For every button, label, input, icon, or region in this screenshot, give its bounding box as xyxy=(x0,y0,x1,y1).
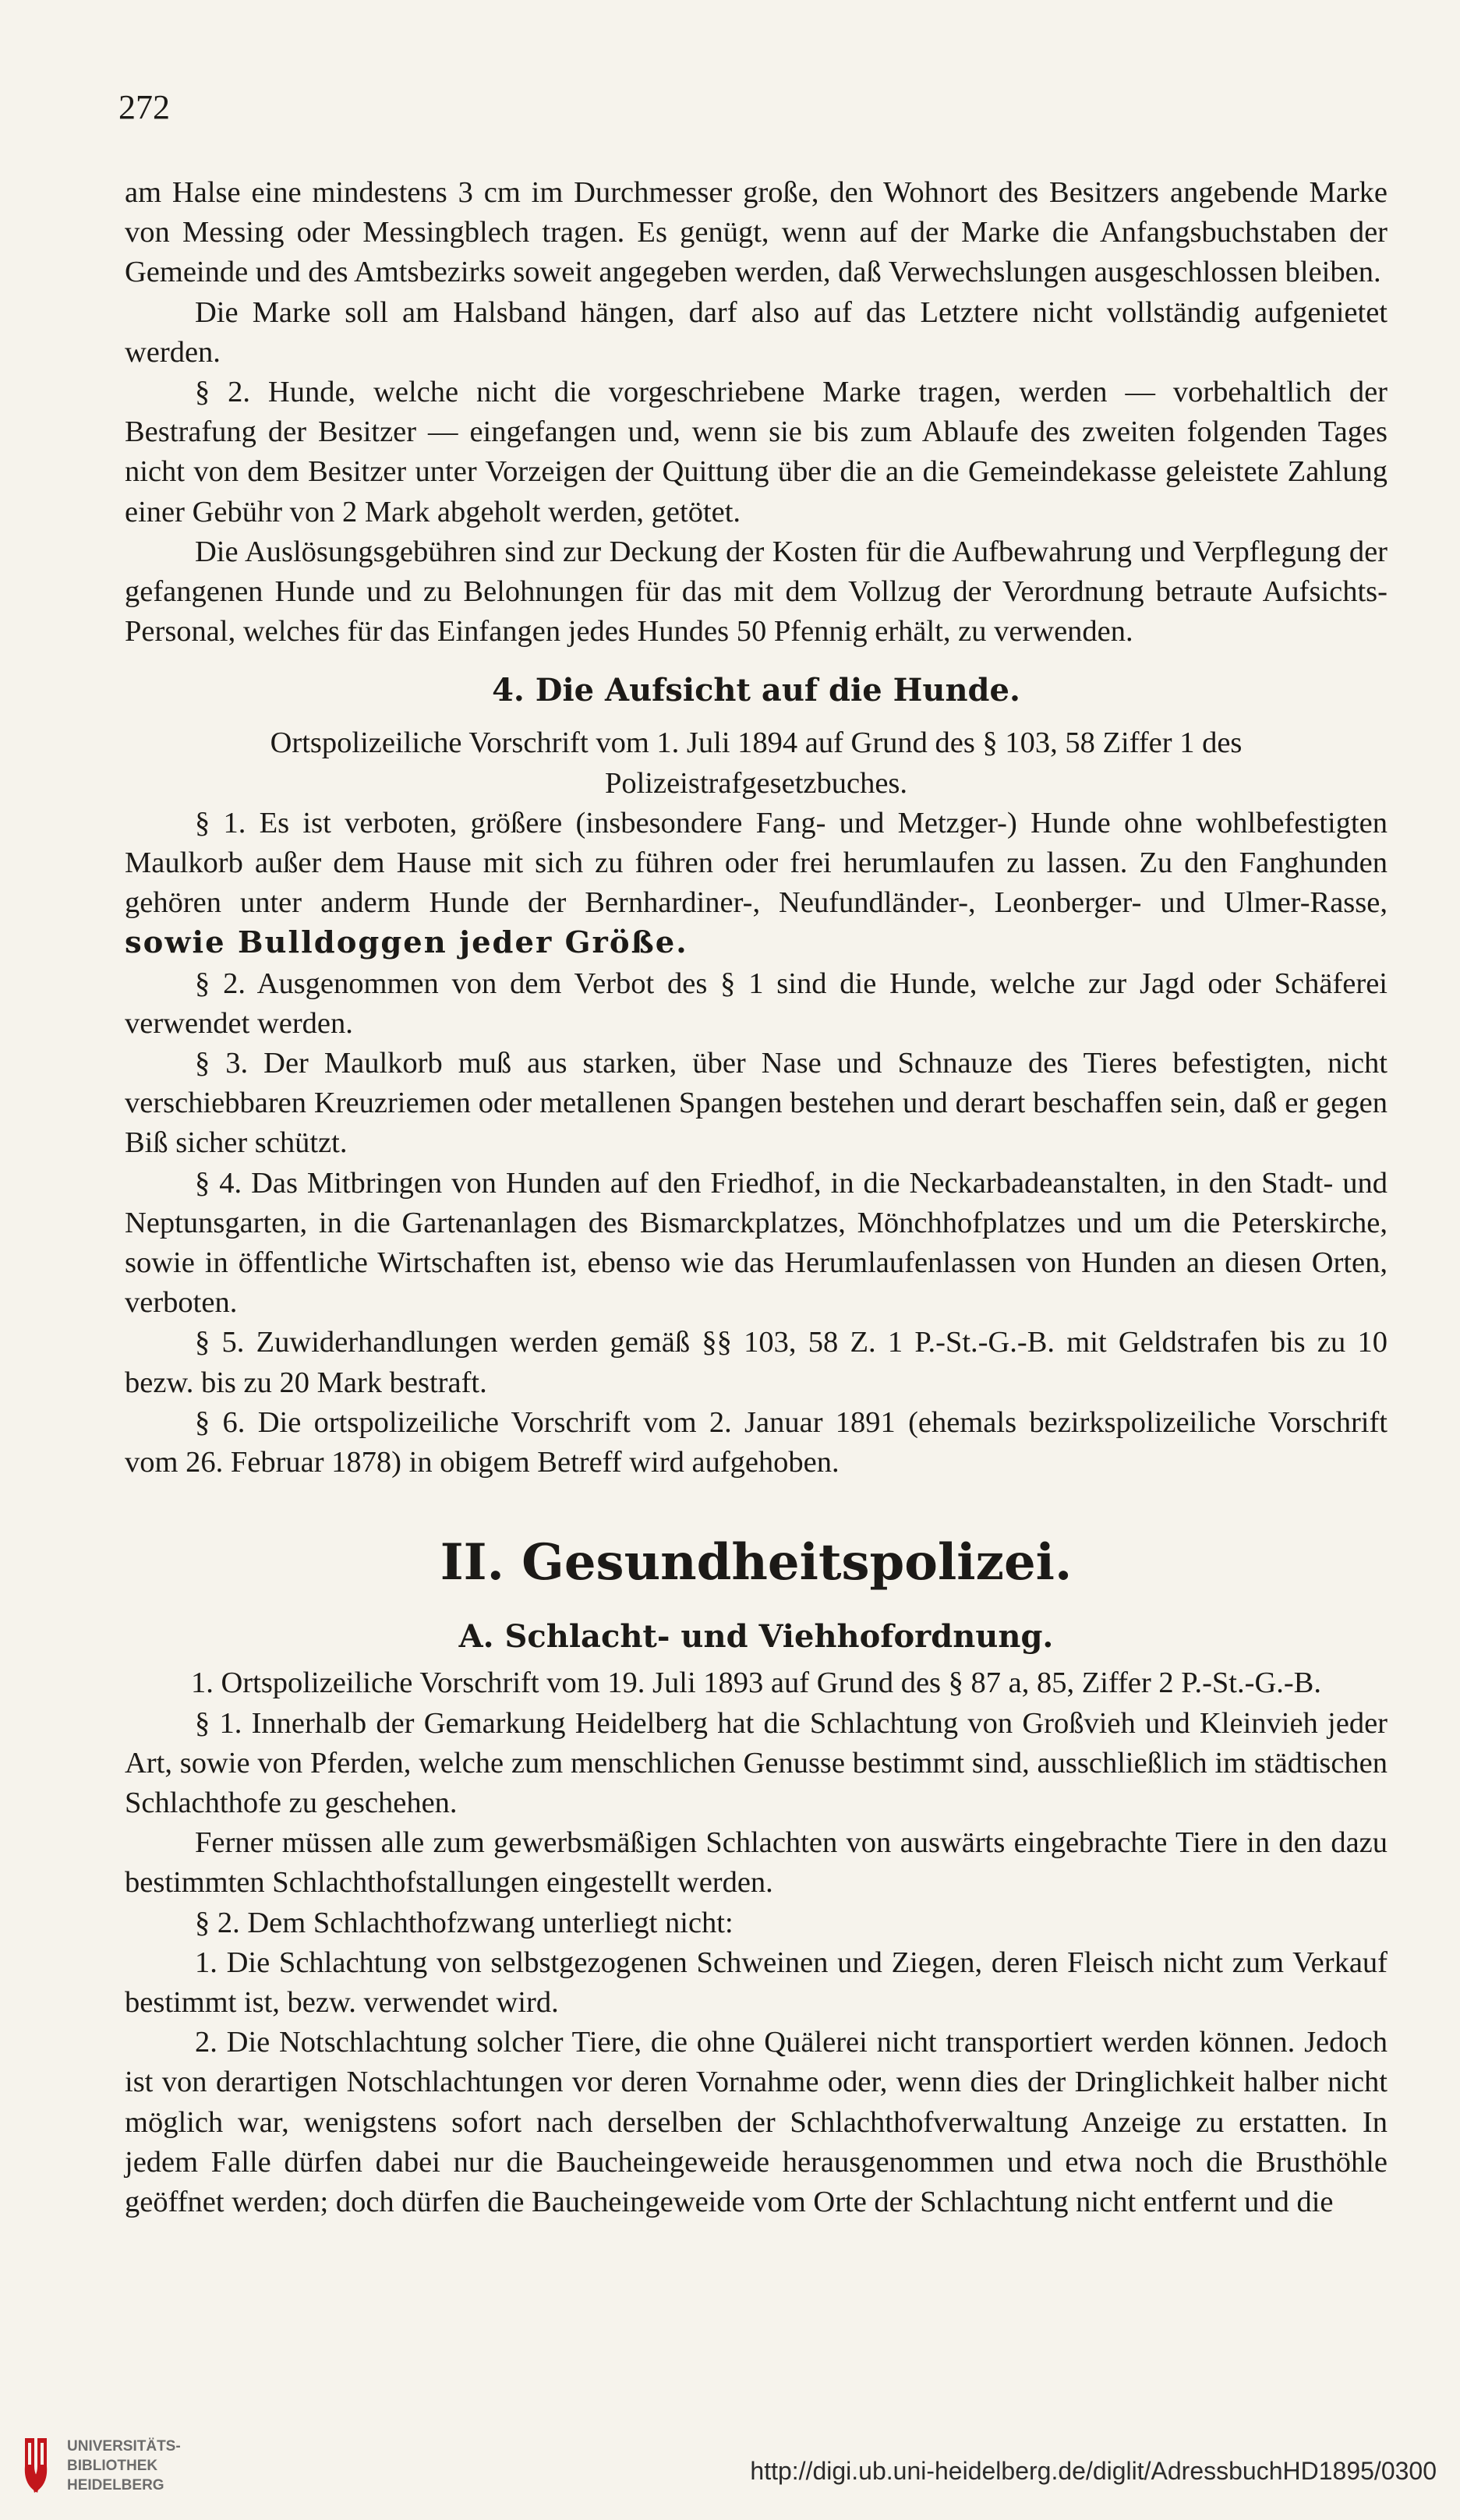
paragraph-text: § 1. Es ist verboten, größere (insbesondere Fang- und Metzger-) Hunde ohne wohlbefestigten Maulkorb außer dem Hause mit sich zu führen oder frei herumlaufen zu lassen. Zu den Fanghunden gehören unter anderm Hunde der Bernhardiner-, Neufundländer-, Leonberger- und Ulmer-Rasse, xyxy=(125,806,1388,920)
source-url-link[interactable]: http://digi.ub.uni-heidelberg.de/diglit/AdressbuchHD1895/0300 xyxy=(750,2457,1437,2485)
footer-bar xyxy=(0,2416,1460,2520)
subsection-heading: A. Schlacht- und Viehhofordnung. xyxy=(458,1618,1054,1656)
page-number: 272 xyxy=(118,88,170,126)
paragraph: § 6. Die ortspolizeiliche Vorschrift vom 2. Januar 1891 (ehemals bezirkspolizeiliche Vorschrift vom 26. Februar 1878) in obigem Betreff wird aufgehoben. xyxy=(125,1405,1388,1479)
section-subtitle: Ortspolizeiliche Vorschrift vom 1. Juli 1894 auf Grund des § 103, 58 Ziffer 1 des Polizeistrafgesetzbuches. xyxy=(270,726,1243,800)
chapter-heading: II. Gesundheitspolizei. xyxy=(440,1533,1073,1592)
library-name-line: HEIDELBERG xyxy=(67,2477,164,2493)
paragraph: § 2. Ausgenommen von dem Verbot des § 1 sind die Hunde, welche zur Jagd oder Schäferei verwendet werden. xyxy=(125,967,1388,1040)
paragraph xyxy=(125,804,1388,964)
page-content xyxy=(125,173,1388,2222)
paragraph: § 2. Dem Schlachthofzwang unterliegt nicht: xyxy=(195,1906,734,1939)
library-name-line: BIBLIOTHEK xyxy=(67,2458,158,2474)
paragraph: § 2. Hunde, welche nicht die vorgeschriebene Marke tragen, werden — vorbehaltlich der Bestrafung der Besitzer — eingefangen und, wenn sie bis zum Ablaufe des zweiten folgenden Tages nicht von dem Besitzer unter Vorzeigen der Quittung über die an die Gemeindekasse geleistete Zahlung einer Gebühr von 2 Mark abgeholt werden, getötet. xyxy=(125,376,1388,528)
paragraph: § 5. Zuwiderhandlungen werden gemäß §§ 103, 58 Z. 1 P.-St.-G.-B. mit Geldstrafen bis zu 10 bezw. bis zu 20 Mark bestraft. xyxy=(125,1326,1388,1399)
paragraph: Ferner müssen alle zum gewerbsmäßigen Schlachten von auswärts eingebrachte Tiere in den dazu bestimmten Schlachthofstallungen eingestellt werden. xyxy=(125,1826,1388,1900)
library-name-line: UNIVERSITÄTS- xyxy=(67,2438,181,2455)
paragraph: am Halse eine mindestens 3 cm im Durchmesser große, den Wohnort des Besitzers angebende Marke von Messing oder Messingblech tragen. Es genügt, wenn auf der Marke die Anfangsbuchstaben der Gemeinde und des Amtsbezirks soweit angegeben werden, daß Verwechslungen ausgeschlossen bleiben. xyxy=(125,176,1388,289)
paragraph: Die Auslösungsgebühren sind zur Deckung der Kosten für die Aufbewahrung und Verpflegung der gefangenen Hunde und zu Belohnungen für das mit dem Vollzug der Verordnung betraute Aufsichts-Personal, welches für das Einfangen jedes Hundes 50 Pfennig erhält, zu verwenden. xyxy=(125,535,1388,649)
section-subtitle: 1. Ortspolizeiliche Vorschrift vom 19. Juli 1893 auf Grund des § 87 a, 85, Ziffer 2 P.-St.-G.-B. xyxy=(191,1666,1321,1700)
paragraph: 1. Die Schlachtung von selbstgezogenen Schweinen und Ziegen, deren Fleisch nicht zum Verkauf bestimmt ist, bezw. verwendet wird. xyxy=(125,1946,1388,2019)
paragraph: Die Marke soll am Halsband hängen, darf also auf das Letztere nicht vollständig aufgenietet werden. xyxy=(125,295,1388,369)
paragraph: § 3. Der Maulkorb muß aus starken, über Nase und Schnauze des Tieres befestigten, nicht verschiebbaren Kreuzriemen oder metallenen Spangen bestehen und derart beschaffen sein, daß er gegen Biß sicher schützt. xyxy=(125,1047,1388,1160)
paragraph: § 4. Das Mitbringen von Hunden auf den Friedhof, in die Neckarbadeanstalten, in den Stadt- und Neptunsgarten, in die Gartenanlagen des Bismarckplatzes, Mönchhofplatzes und um die Peterskirche, sowie in öffentliche Wirtschaften ist, ebenso wie das Herumlaufenlassen von Hunden an diesen Orten, verboten. xyxy=(125,1166,1388,1320)
library-name xyxy=(67,2437,181,2495)
library-logo-icon xyxy=(17,2435,55,2496)
emphasized-text: sowie Bulldoggen jeder Größe. xyxy=(125,925,688,961)
paragraph: 2. Die Notschlachtung solcher Tiere, die ohne Quälerei nicht transportiert werden können. Jedoch ist von derartigen Notschlachtungen vor deren Vornahme oder, wenn dies der Dringlichkeit halber nicht möglich war, wenigstens sofort nach derselben der Schlachthofverwaltung Anzeige zu erstatten. In jedem Falle dürfen dabei nur die Baucheingeweide herausgenommen und etwa noch die Brusthöhle geöffnet werden; doch dürfen die Baucheingeweide vom Orte der Schlachtung nicht entfernt und die xyxy=(125,2026,1388,2218)
section-heading: 4. Die Aufsicht auf die Hunde. xyxy=(492,672,1020,709)
paragraph: § 1. Innerhalb der Gemarkung Heidelberg hat die Schlachtung von Großvieh und Kleinvieh jeder Art, sowie von Pferden, welche zum menschlichen Genusse bestimmt sind, ausschließlich im städtischen Schlachthofe zu geschehen. xyxy=(125,1706,1388,1819)
